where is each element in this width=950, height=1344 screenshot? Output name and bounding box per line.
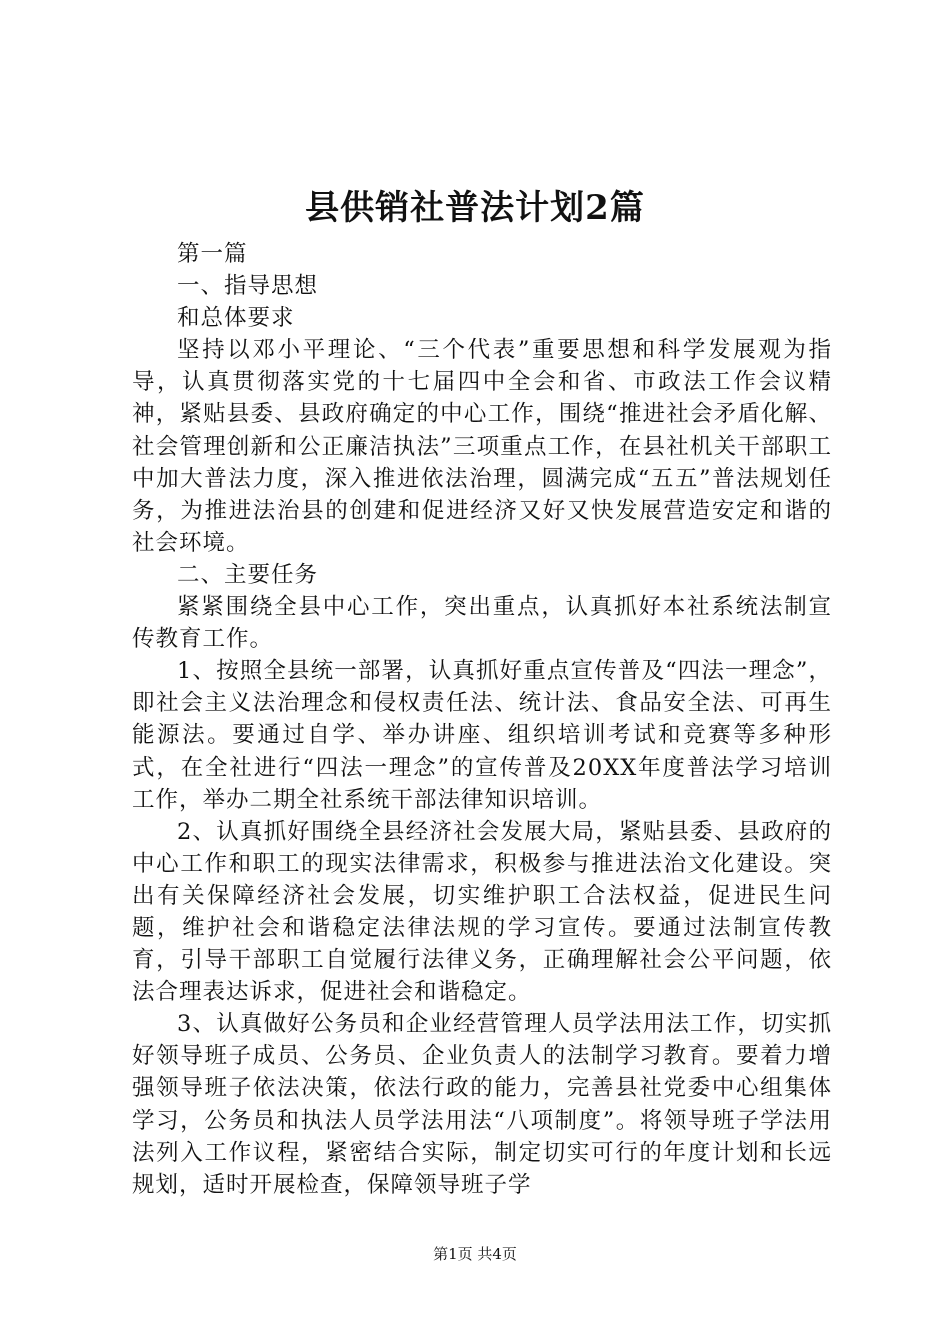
document-body: [132, 238, 832, 1201]
heading-guiding-thought: 一、指导思想: [177, 273, 319, 300]
document-title: 县供销社普法计划2篇: [305, 188, 645, 228]
paragraph-task-3: 3、认真做好公务员和企业经营管理人员学法用法工作，切实抓好领导班子成员、公务员、企业负责人的法制学习教育。要着力增强领导班子依法决策，依法行政的能力，完善县社党委中心组集体学习，公务员和执法人员学法用法“八项制度”。将领导班子学法用法列入工作议程，紧密结合实际，制定切实可行的年度计划和长远规划，适时开展检查，保障领导班子学: [132, 1011, 832, 1198]
heading-overall-requirements: 和总体要求: [177, 305, 295, 332]
paragraph-task-2: 2、认真抓好围绕全县经济社会发展大局，紧贴县委、县政府的中心工作和职工的现实法律需求，积极参与推进法治文化建设。突出有关保障经济社会发展，切实维护职工合法权益，促进民生问题，维护社会和谐稳定法律法规的学习宣传。要通过法制宣传教育，引导干部职工自觉履行法律义务，正确理解社会公平问题，依法合理表达诉求，促进社会和谐稳定。: [132, 818, 832, 1006]
heading-main-tasks: 二、主要任务: [177, 561, 319, 588]
paragraph-guidance: 坚持以邓小平理论、“三个代表”重要思想和科学发展观为指导，认真贯彻落实党的十七届四中全会和省、市政法工作会议精神，紧贴县委、县政府确定的中心工作，围绕“推进社会矛盾化解、社会管理创新和公正廉洁执法”三项重点工作，在县社机关干部职工中加大普法力度，深入推进依法治理，圆满完成“五五”普法规划任务，为推进法治县的创建和促进经济又好又快发展营造安定和谐的社会环境。: [132, 337, 832, 556]
page-footer: 第1页 共4页: [433, 1245, 517, 1263]
paragraph-main-tasks-intro: 紧紧围绕全县中心工作，突出重点，认真抓好本社系统法制宣传教育工作。: [132, 594, 832, 653]
paragraph-task-1: 1、按照全县统一部署，认真抓好重点宣传普及“四法一理念”，即社会主义法治理念和侵权责任法、统计法、食品安全法、可再生能源法。要通过自学、举办讲座、组织培训考试和竞赛等多种形式，在全社进行“四法一理念”的宣传普及20XX年度普法学习培训工作，举办二期全社系统干部法律知识培训。: [132, 658, 832, 813]
section-heading-first: 第一篇: [177, 241, 248, 267]
